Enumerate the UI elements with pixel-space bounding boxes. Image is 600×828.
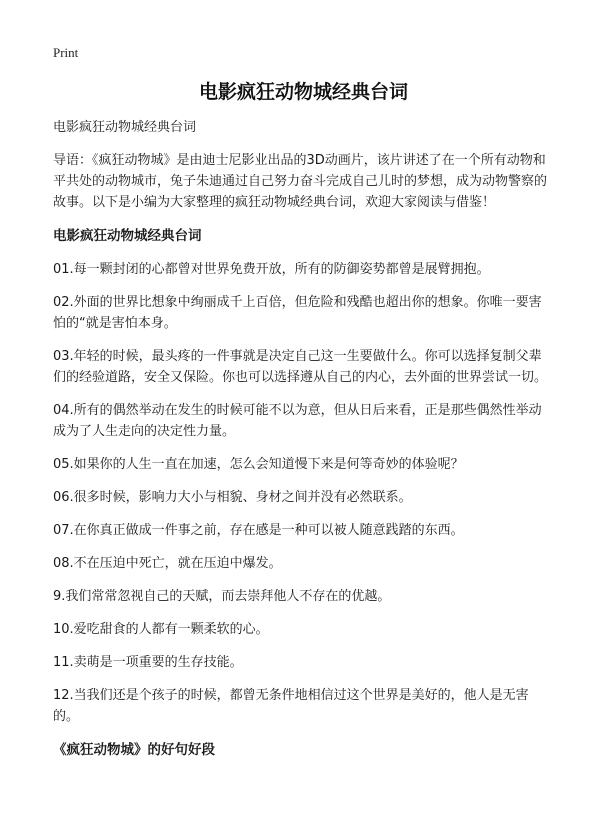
print-link[interactable]: Print xyxy=(53,45,79,60)
section-heading-passages: 《疯狂动物城》的好句好段 xyxy=(53,742,215,758)
section-heading-quotes: 电影疯狂动物城经典台词 xyxy=(53,228,202,244)
quote-item: 02.外面的世界比想象中绚丽成千上百倍，但危险和残酷也超出你的想象。你唯一要害怕的“就是害怕本身。 xyxy=(53,295,542,331)
document-title: 电影疯狂动物城经典台词 xyxy=(198,81,408,103)
document-subtitle: 电影疯狂动物城经典台词 xyxy=(53,120,197,135)
quote-item: 10.爱吃甜食的人都有一颗柔软的心。 xyxy=(53,622,269,637)
quote-item: 9.我们常常忽视自己的天赋，而去崇拜他人不存在的优越。 xyxy=(53,589,391,604)
quote-item: 01.每一颗封闭的心都曾对世界免费开放，所有的防御姿势都曾是展臂拥抱。 xyxy=(53,262,490,277)
quote-item: 11.卖萌是一项重要的生存技能。 xyxy=(53,655,243,670)
quote-list xyxy=(53,259,554,727)
quote-item: 04.所有的偶然举动在发生的时候可能不以为意，但从日后来看，正是那些偶然性举动成为了人生走向的决定性力量。 xyxy=(53,403,542,439)
quote-item: 07.在你真正做成一件事之前，存在感是一种可以被人随意践踏的东西。 xyxy=(53,523,464,538)
quote-item: 12.当我们还是个孩子的时候，都曾无条件地相信过这个世界是美好的，他人是无害的。 xyxy=(53,688,529,724)
quote-item: 05.如果你的人生一直在加速，怎么会知道慢下来是何等奇妙的体验呢？ xyxy=(53,457,464,472)
intro-paragraph: 导语：《疯狂动物城》是由迪士尼影业出品的3D动画片，该片讲述了在一个所有动物和平共处的动物城市，兔子朱迪通过自己努力奋斗完成自己儿时的梦想，成为动物警察的故事。以下是小编为大家整理的疯狂动物城经典台词，欢迎大家阅读与借鉴！ xyxy=(53,153,548,210)
quote-item: 06.很多时候，影响力大小与相貌、身材之间并没有必然联系。 xyxy=(53,490,412,505)
quote-item: 08.不在压迫中死亡，就在压迫中爆发。 xyxy=(53,556,282,571)
quote-item: 03.年轻的时候，最头疼的一件事就是决定自己这一生要做什么。你可以选择复制父辈们的经验道路，安全又保险。你也可以选择遵从自己的内心，去外面的世界尝试一切。 xyxy=(53,349,548,385)
